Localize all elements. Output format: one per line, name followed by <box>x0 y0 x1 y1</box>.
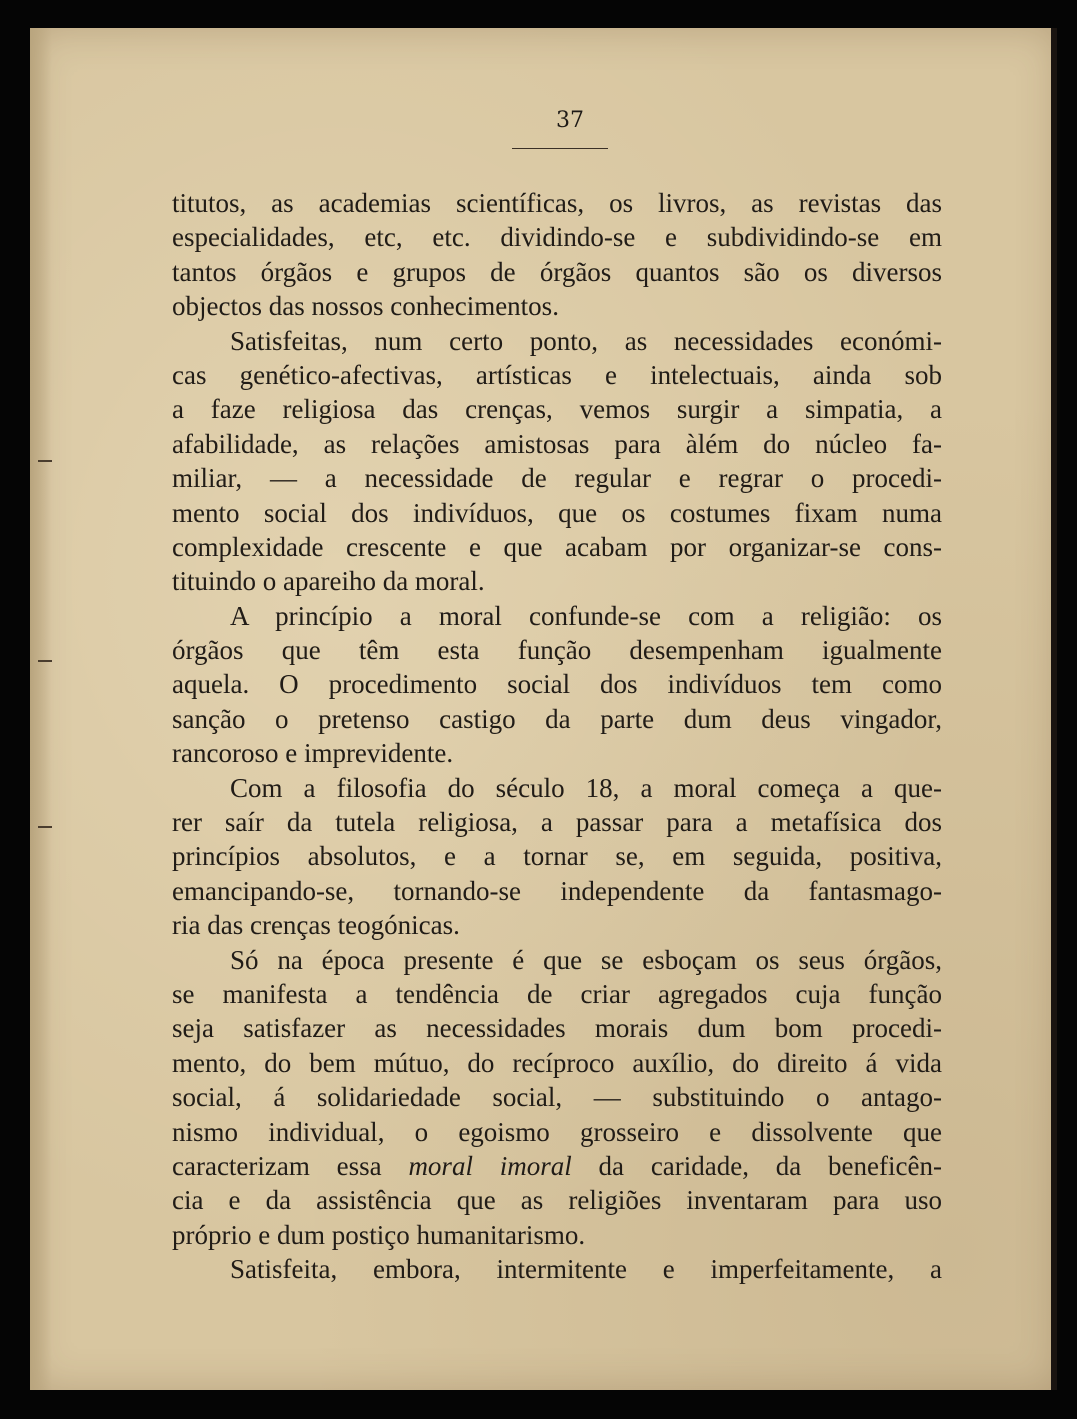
text-line: próprio e dum postiço humanitarismo. <box>172 1219 586 1250</box>
italic-phrase: moral imoral <box>408 1150 572 1181</box>
binding-mark <box>38 826 52 828</box>
binding-mark <box>38 660 52 662</box>
text-line <box>172 1149 942 1183</box>
text-line: nismo individual, o egoismo grosseiro e dissolvente que <box>172 1116 942 1147</box>
text-line: ria das crenças teogónicas. <box>172 910 460 941</box>
text-line: tantos órgãos e grupos de órgãos quantos são os diversos <box>172 256 942 287</box>
text-line: órgãos que têm esta função desempenham igualmente <box>172 635 942 666</box>
text-line: cia e da assistência que as religiões inventaram para uso <box>172 1185 942 1216</box>
text-line: A princípio a moral confunde-se com a religião: os <box>230 600 942 631</box>
text-line: aquela. O procedimento social dos indivíduos tem como <box>172 669 942 700</box>
text-line: Satisfeitas, num certo ponto, as necessidades económi- <box>230 325 942 356</box>
text-line: Só na época presente é que se esboçam os seus órgãos, <box>230 944 942 975</box>
text-line: complexidade crescente e que acabam por organizar-se cons- <box>172 531 942 562</box>
text-line: princípios absolutos, e a tornar se, em seguida, positiva, <box>172 841 942 872</box>
text-line: mento, do bem mútuo, do recíproco auxílio, do direito á vida <box>172 1047 942 1078</box>
page-number-rule <box>512 148 608 149</box>
binding-margin <box>38 40 52 1380</box>
text-segment: caracterizam essa <box>172 1150 409 1181</box>
page-right-edge <box>1051 28 1057 1390</box>
text-line: mento social dos indivíduos, que os costumes fixam numa <box>172 497 942 528</box>
text-line: rancoroso e imprevidente. <box>172 738 454 769</box>
text-line: especialidades, etc, etc. dividindo-se e subdividindo-se em <box>172 222 942 253</box>
text-line: seja satisfazer as necessidades morais dum bom procedi- <box>172 1013 942 1044</box>
text-line: Satisfeita, embora, intermitente e imperfeitamente, a <box>230 1254 942 1285</box>
text-line: se manifesta a tendência de criar agregados cuja função <box>172 978 942 1009</box>
text-line: cas genético-afectivas, artísticas e intelectuais, ainda sob <box>172 359 942 390</box>
text-line: rer saír da tutela religiosa, a passar para a metafísica dos <box>172 807 942 838</box>
body-text <box>172 186 942 1287</box>
text-line: sanção o pretenso castigo da parte dum deus vingador, <box>172 703 942 734</box>
text-line: titutos, as academias scientíficas, os livros, as revistas das <box>172 188 942 218</box>
text-line: tituindo o apareiho da moral. <box>172 566 485 597</box>
text-line: miliar, — a necessidade de regular e regrar o procedi- <box>172 463 942 494</box>
text-line: Com a filosofia do século 18, a moral começa a que- <box>230 772 942 803</box>
text-line: social, á solidariedade social, — substituindo o antago- <box>172 1082 942 1113</box>
binding-mark <box>38 460 52 462</box>
page-number: 37 <box>556 108 584 133</box>
text-line: emancipando-se, tornando-se independente da fantasmago- <box>172 875 942 906</box>
text-line: a faze religiosa das crenças, vemos surgir a simpatia, a <box>172 394 942 425</box>
text-line: afabilidade, as relações amistosas para àlém do núcleo fa- <box>172 428 942 459</box>
text-line: objectos das nossos conhecimentos. <box>172 291 559 322</box>
text-segment: da caridade, da beneficên- <box>571 1150 942 1181</box>
